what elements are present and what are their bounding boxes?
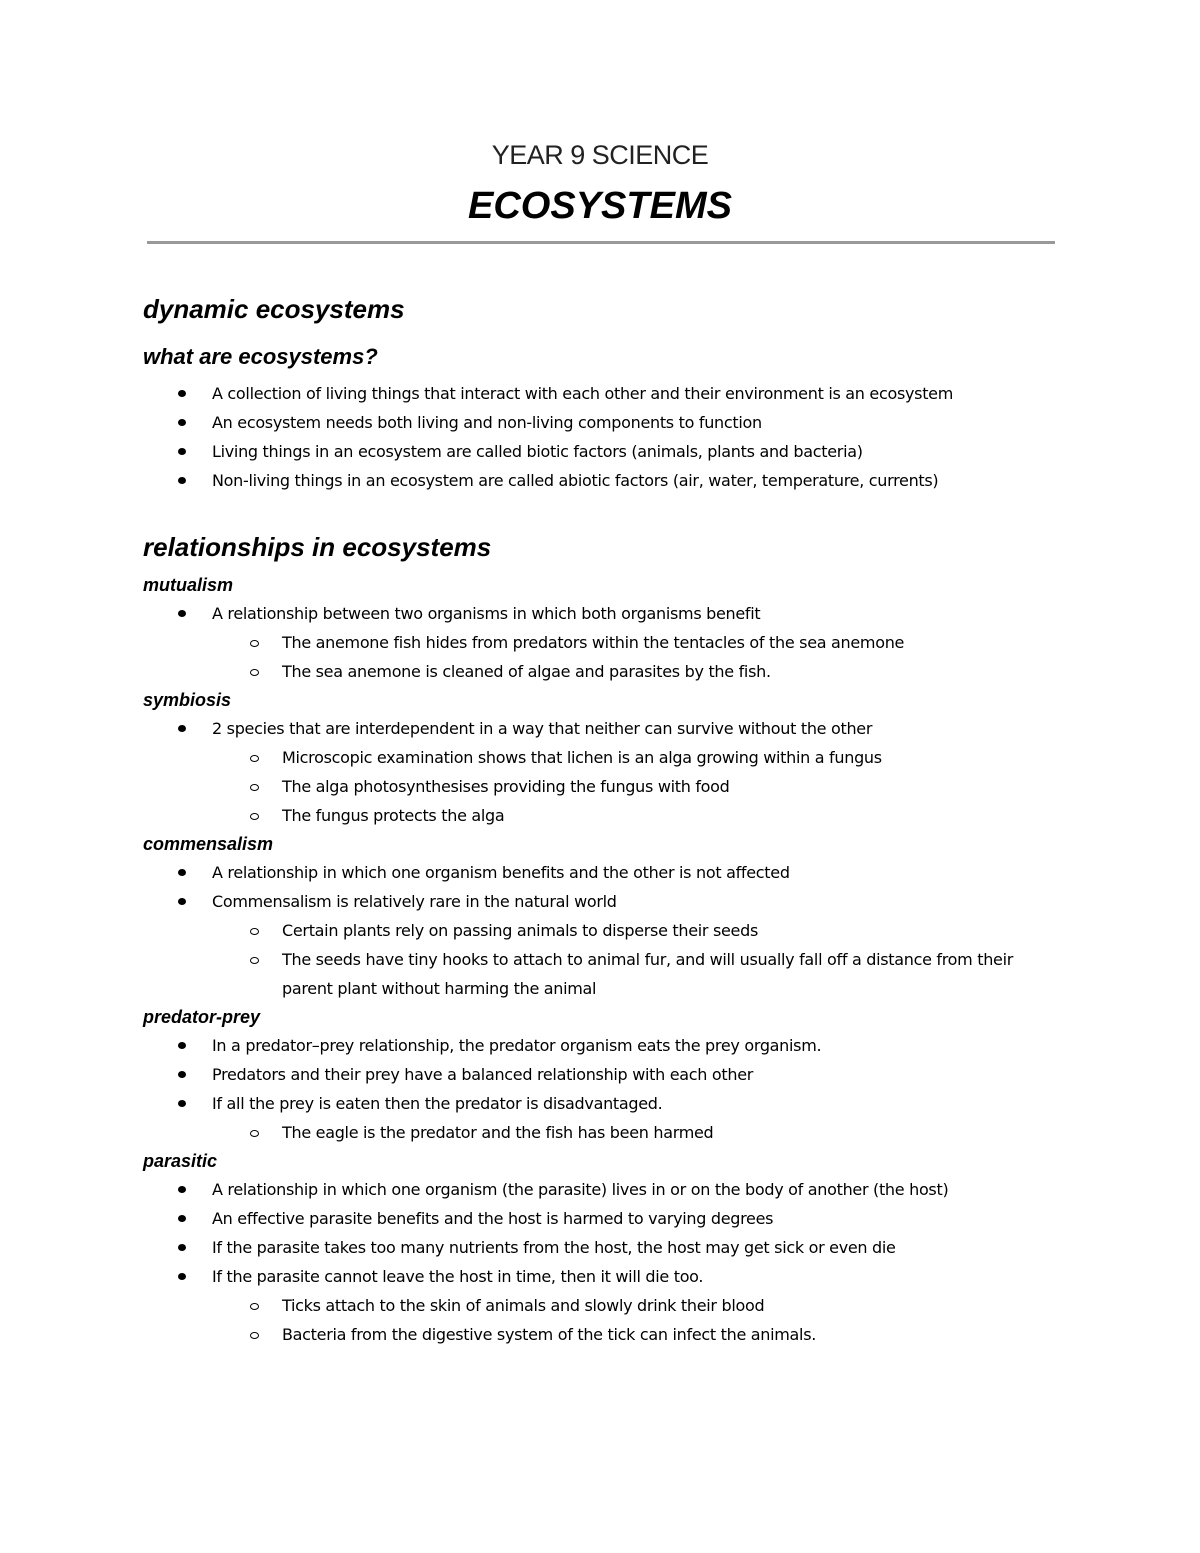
- document-body: [143, 285, 1063, 1349]
- hollow-bullet-icon: [250, 1332, 259, 1339]
- list-item: [143, 1060, 1063, 1089]
- hollow-bullet-icon: [250, 957, 259, 964]
- list-item-text: Living things in an ecosystem are called biotic factors (animals, plants and bacteria): [212, 442, 863, 461]
- list-item-text: Ticks attach to the skin of animals and slowly drink their blood: [282, 1296, 765, 1315]
- bullet-icon: [178, 1244, 186, 1251]
- list-item: [143, 437, 1063, 466]
- list-item: [143, 408, 1063, 437]
- document-subject: YEAR 9 SCIENCE: [491, 140, 709, 170]
- bullet-icon: [178, 1186, 186, 1193]
- bullet-icon: [178, 1042, 186, 1049]
- list-item-text: Microscopic examination shows that lichen is an alga growing within a fungus: [282, 748, 882, 767]
- bullet-icon: [178, 869, 186, 876]
- term-heading-commensalism: commensalism: [143, 834, 274, 854]
- sub-bullet-list-symbiosis: [143, 743, 1063, 830]
- hollow-bullet-icon: [250, 640, 259, 647]
- term-heading-mutualism: mutualism: [143, 575, 234, 595]
- list-item: [143, 466, 1063, 495]
- list-item: [143, 1031, 1063, 1060]
- term-heading-symbiosis: symbiosis: [143, 690, 232, 710]
- sub-list-item: [143, 657, 1063, 686]
- bullet-list-predator-prey: [143, 1031, 1063, 1118]
- bullet-list-commensalism: [143, 858, 1063, 916]
- list-item: [143, 887, 1063, 916]
- sub-list-item: [143, 801, 1063, 830]
- bullet-icon: [178, 898, 186, 905]
- list-item-text: The sea anemone is cleaned of algae and parasites by the fish.: [282, 662, 771, 681]
- hollow-bullet-icon: [250, 1303, 259, 1310]
- sub-bullet-list-commensalism: [143, 916, 1063, 1003]
- list-item: [143, 1175, 1063, 1204]
- list-item-text: The seeds have tiny hooks to attach to animal fur, and will usually fall off a distance from their parent plant without harming the animal: [282, 950, 1014, 998]
- list-item-text: Commensalism is relatively rare in the natural world: [212, 892, 617, 911]
- list-item-text: An ecosystem needs both living and non-living components to function: [212, 413, 762, 432]
- list-item-text: Certain plants rely on passing animals to disperse their seeds: [282, 921, 758, 940]
- bullet-icon: [178, 1100, 186, 1107]
- list-item: [143, 858, 1063, 887]
- bullet-icon: [178, 390, 186, 397]
- bullet-list-parasitic: [143, 1175, 1063, 1291]
- list-item-text: If all the prey is eaten then the predator is disadvantaged.: [212, 1094, 663, 1113]
- bullet-list-symbiosis: [143, 714, 1063, 743]
- list-item-text: A relationship between two organisms in which both organisms benefit: [212, 604, 761, 623]
- sub-bullet-list-predator-prey: [143, 1118, 1063, 1147]
- list-item-text: If the parasite cannot leave the host in time, then it will die too.: [212, 1267, 704, 1286]
- list-item-text: Non-living things in an ecosystem are called abiotic factors (air, water, temperature, currents): [212, 471, 939, 490]
- sub-list-item: [143, 945, 1063, 1003]
- list-item-text: Bacteria from the digestive system of the tick can infect the animals.: [282, 1325, 817, 1344]
- sub-bullet-list-mutualism: [143, 628, 1063, 686]
- bullet-icon: [178, 610, 186, 617]
- list-item-text: The eagle is the predator and the fish has been harmed: [282, 1123, 714, 1142]
- bullet-icon: [178, 1273, 186, 1280]
- bullet-icon: [178, 725, 186, 732]
- list-item-text: 2 species that are interdependent in a way that neither can survive without the other: [212, 719, 873, 738]
- hollow-bullet-icon: [250, 669, 259, 676]
- hollow-bullet-icon: [250, 928, 259, 935]
- bullet-icon: [178, 1071, 186, 1078]
- list-item-text: In a predator–prey relationship, the predator organism eats the prey organism.: [212, 1036, 822, 1055]
- sub-list-item: [143, 743, 1063, 772]
- list-item-text: A relationship in which one organism (the parasite) lives in or on the body of another (the host): [212, 1180, 949, 1199]
- list-item: [143, 1204, 1063, 1233]
- bullet-list-mutualism: [143, 599, 1063, 628]
- bullet-list-what-are-ecosystems: [143, 379, 1063, 495]
- list-item-text: The anemone fish hides from predators within the tentacles of the sea anemone: [282, 633, 905, 652]
- sub-list-item: [143, 1320, 1063, 1349]
- list-item: [143, 1089, 1063, 1118]
- list-item-text: A relationship in which one organism benefits and the other is not affected: [212, 863, 790, 882]
- subheading-what-are-ecosystems: what are ecosystems?: [143, 344, 378, 369]
- list-item: [143, 379, 1063, 408]
- list-item-text: Predators and their prey have a balanced relationship with each other: [212, 1065, 754, 1084]
- section-heading-dynamic: dynamic ecosystems: [143, 294, 405, 324]
- term-heading-parasitic: parasitic: [143, 1151, 218, 1171]
- list-item: [143, 1262, 1063, 1291]
- list-item: [143, 599, 1063, 628]
- sub-list-item: [143, 1291, 1063, 1320]
- sub-list-item: [143, 1118, 1063, 1147]
- list-item: [143, 714, 1063, 743]
- section-heading-relationships: relationships in ecosystems: [143, 532, 492, 562]
- document-title: ECOSYSTEMS: [468, 185, 732, 227]
- bullet-icon: [178, 448, 186, 455]
- list-item-text: If the parasite takes too many nutrients from the host, the host may get sick or even die: [212, 1238, 896, 1257]
- list-item-text: An effective parasite benefits and the host is harmed to varying degrees: [212, 1209, 774, 1228]
- hollow-bullet-icon: [250, 813, 259, 820]
- bullet-icon: [178, 477, 186, 484]
- list-item-text: A collection of living things that interact with each other and their environment is an ecosystem: [212, 384, 954, 403]
- hollow-bullet-icon: [250, 755, 259, 762]
- hollow-bullet-icon: [250, 1130, 259, 1137]
- hollow-bullet-icon: [250, 784, 259, 791]
- sub-list-item: [143, 772, 1063, 801]
- list-item-text: The fungus protects the alga: [282, 806, 505, 825]
- list-item: [143, 1233, 1063, 1262]
- sub-list-item: [143, 916, 1063, 945]
- bullet-icon: [178, 419, 186, 426]
- bullet-icon: [178, 1215, 186, 1222]
- list-item-text: The alga photosynthesises providing the fungus with food: [282, 777, 730, 796]
- term-heading-predator-prey: predator-prey: [143, 1007, 261, 1027]
- sub-bullet-list-parasitic: [143, 1291, 1063, 1349]
- sub-list-item: [143, 628, 1063, 657]
- title-divider: [147, 241, 1055, 244]
